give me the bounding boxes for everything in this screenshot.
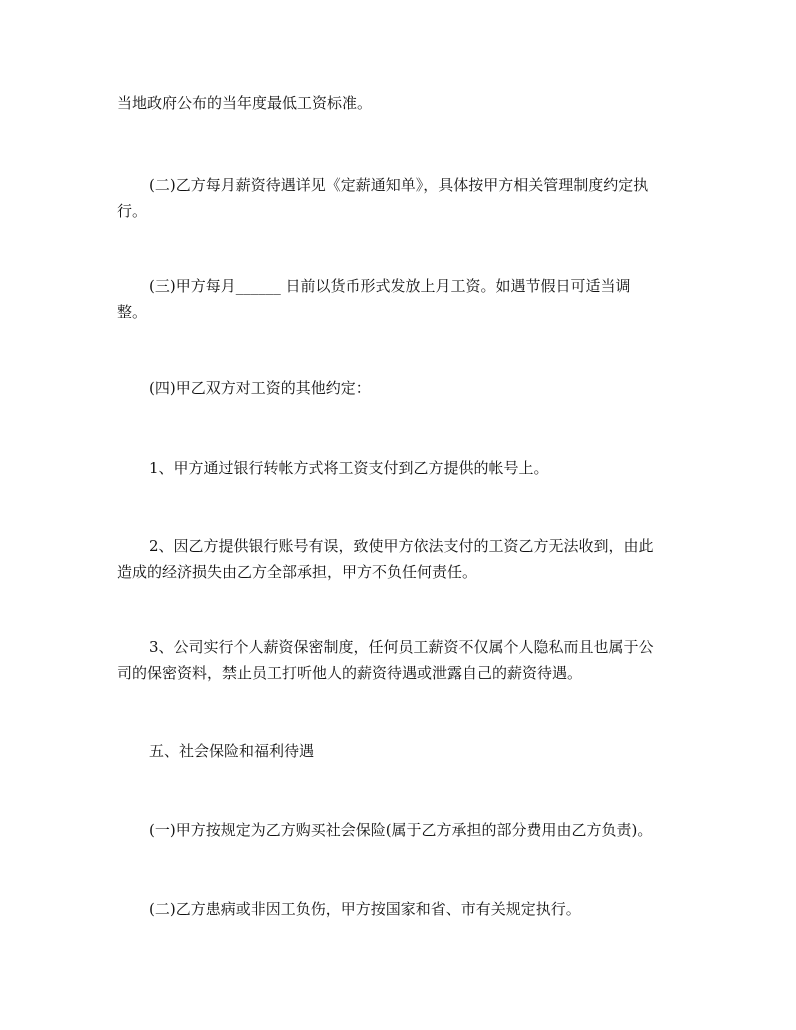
text-line: (二)乙方每月薪资待遇详见《定薪通知单》，具体按甲方相关管理制度约定执 [149,176,649,194]
text-line: 1、甲方通过银行转帐方式将工资支付到乙方提供的帐号上。 [149,459,549,477]
paragraph-illness-injury [117,896,692,922]
paragraph-payday [117,273,692,325]
paragraph-bank-account-error [117,533,692,585]
text-line: (三)甲方每月______ 日前以货币形式发放上月工资。如遇节假日可适当调 [149,277,631,295]
text-line: 五、社会保险和福利待遇 [149,742,315,760]
text-line: 3、公司实行个人薪资保密制度，任何员工薪资不仅属个人隐私而且也属于公 [149,638,654,656]
paragraph-other-agreements [117,375,692,401]
paragraph-social-insurance [117,817,692,843]
paragraph-minimum-wage [117,90,692,116]
section-heading-social-insurance [117,738,692,764]
text-line: (一)甲方按规定为乙方购买社会保险(属于乙方承担的部分费用由乙方负责)。 [149,821,653,839]
paragraph-salary-confidentiality [117,634,692,686]
text-line: 司的保密资料，禁止员工打听他人的薪资待遇或泄露自己的薪资待遇。 [117,664,583,682]
text-line: 当地政府公布的当年度最低工资标准。 [117,94,373,112]
paragraph-bank-transfer [117,455,692,481]
text-line: (四)甲乙双方对工资的其他约定： [149,379,371,397]
text-line: 整。 [117,303,148,321]
paragraph-salary-notice [117,172,692,224]
text-line: 行。 [117,202,148,220]
text-line: (二)乙方患病或非因工负伤，甲方按国家和省、市有关规定执行。 [149,900,581,918]
text-line: 造成的经济损失由乙方全部承担，甲方不负任何责任。 [117,563,478,581]
text-line: 2、因乙方提供银行账号有误，致使甲方依法支付的工资乙方无法收到，由此 [149,537,654,555]
